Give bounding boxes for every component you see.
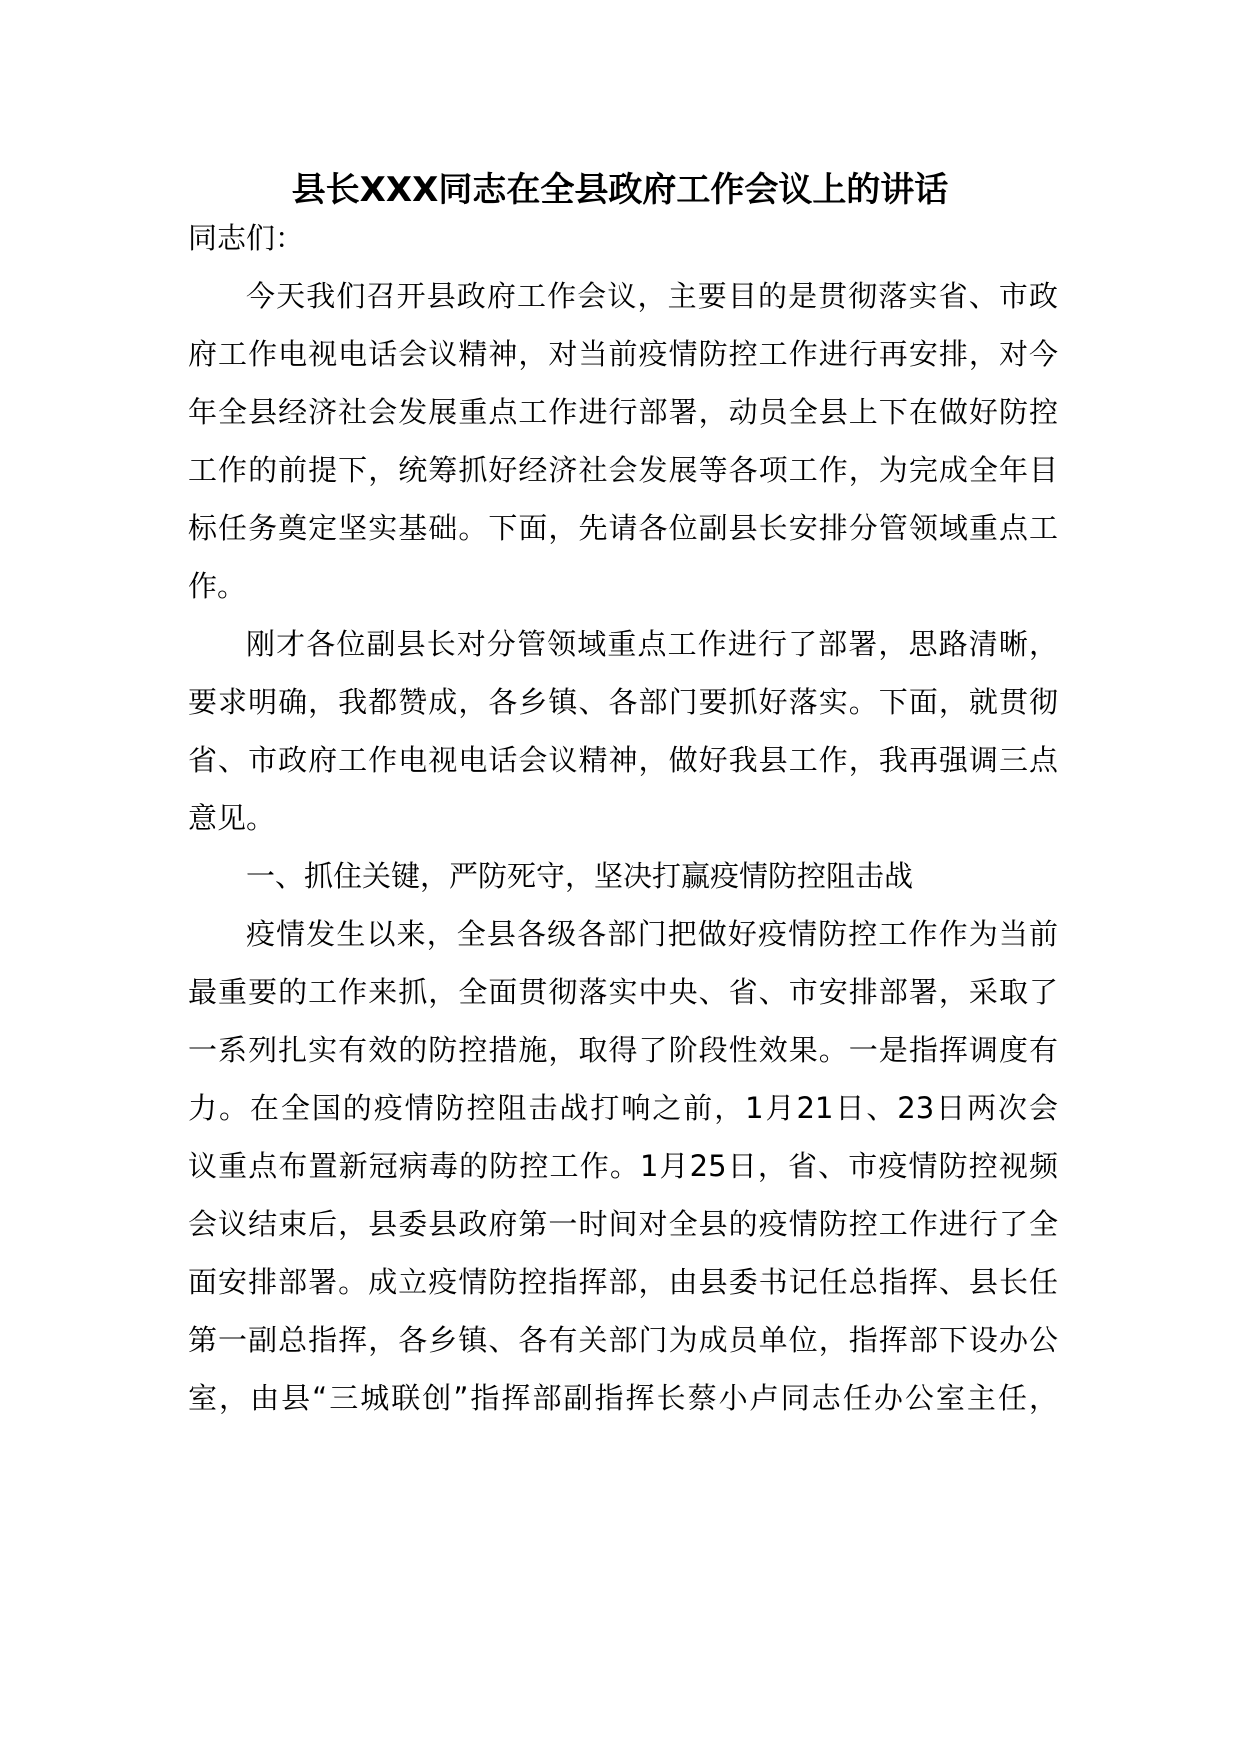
paragraph-line: 府工作电视电话会议精神，对当前疫情防控工作进行再安排，对今: [188, 337, 1058, 371]
paragraph-line: 要求明确，我都赞成，各乡镇、各部门要抓好落实。下面，就贯彻: [188, 685, 1058, 719]
paragraph-line: 省、市政府工作电视电话会议精神，做好我县工作，我再强调三点: [188, 743, 1058, 777]
paragraph-line: 室，由县“三城联创”指挥部副指挥长蔡小卢同志任办公室主任，: [188, 1381, 1058, 1415]
paragraph-line: 疫情发生以来，全县各级各部门把做好疫情防控工作作为当前: [246, 917, 1058, 951]
paragraph-line: 作。: [188, 569, 247, 603]
document-title: 县长XXX同志在全县政府工作会议上的讲话: [291, 170, 949, 210]
paragraph-line: 议重点布置新冠病毒的防控工作。1月25日，省、市疫情防控视频: [188, 1149, 1058, 1183]
paragraph-line: 标任务奠定坚实基础。下面，先请各位副县长安排分管领域重点工: [188, 511, 1058, 545]
paragraph-line: 意见。: [188, 801, 276, 835]
paragraph-line: 工作的前提下，统筹抓好经济社会发展等各项工作，为完成全年目: [188, 453, 1058, 487]
paragraph-line: 今天我们召开县政府工作会议，主要目的是贯彻落实省、市政: [246, 279, 1058, 313]
paragraph-line: 一系列扎实有效的防控措施，取得了阶段性效果。一是指挥调度有: [188, 1033, 1058, 1067]
paragraph-line: 最重要的工作来抓，全面贯彻落实中央、省、市安排部署，采取了: [188, 975, 1058, 1009]
salutation: 同志们：: [188, 221, 305, 255]
section-heading: 一、抓住关键，严防死守，坚决打赢疫情防控阻击战: [246, 859, 914, 893]
paragraph-line: 第一副总指挥，各乡镇、各有关部门为成员单位，指挥部下设办公: [188, 1323, 1058, 1357]
paragraph-line: 力。在全国的疫情防控阻击战打响之前，1月21日、23日两次会: [188, 1091, 1058, 1125]
paragraph-line: 会议结束后，县委县政府第一时间对全县的疫情防控工作进行了全: [188, 1207, 1058, 1241]
paragraph-line: 年全县经济社会发展重点工作进行部署，动员全县上下在做好防控: [188, 395, 1058, 429]
paragraph-line: 刚才各位副县长对分管领域重点工作进行了部署，思路清晰，: [246, 627, 1058, 661]
paragraph-line: 面安排部署。成立疫情防控指挥部，由县委书记任总指挥、县长任: [188, 1265, 1058, 1299]
